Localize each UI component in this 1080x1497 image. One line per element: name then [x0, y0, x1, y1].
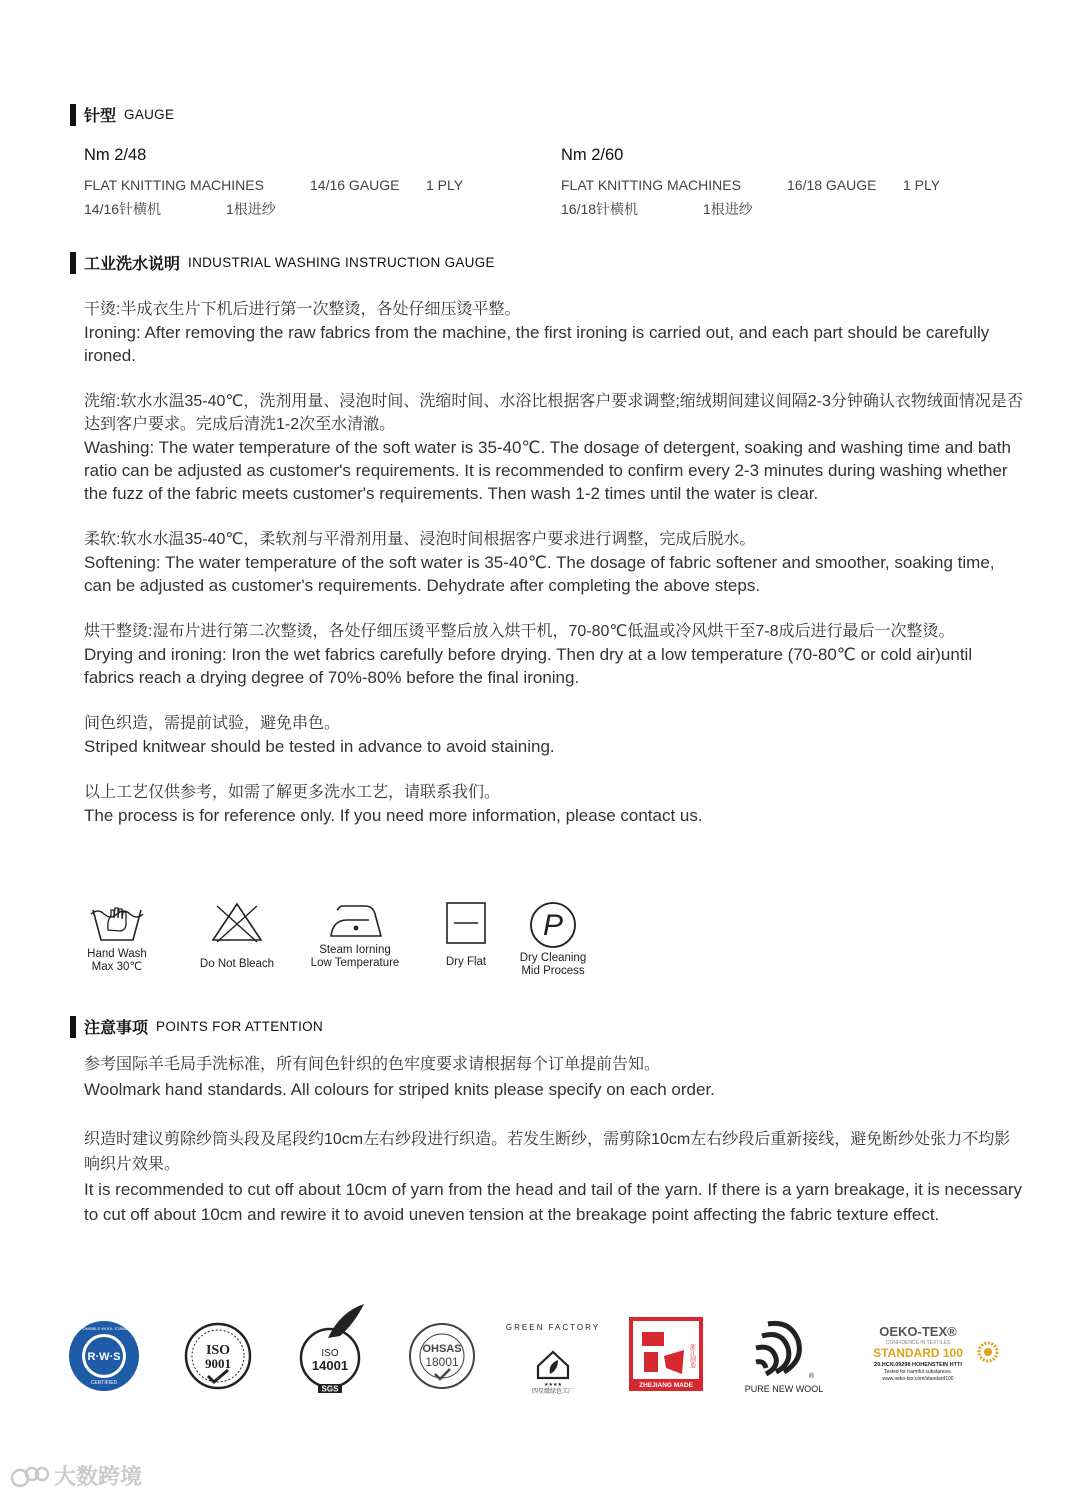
care-label: Dry Flat [445, 956, 487, 968]
attention-title-zh: 注意事项 [84, 1020, 149, 1037]
iso9001-line2: 9001 [205, 1356, 231, 1371]
care-symbols [78, 900, 598, 978]
green-factory-caption: 四星级绿色工厂 [531, 1388, 575, 1395]
zhejiang-side-text: 浙江制造 [688, 1344, 696, 1368]
care-dry-flat [426, 900, 506, 969]
ply-zh: 1根进纱 [226, 201, 276, 217]
washing-title-zh: 工业洗水说明 [84, 256, 181, 273]
iso14001-line2: 14001 [311, 1358, 349, 1373]
dry-flat-icon [444, 900, 488, 946]
attention-paragraph [84, 1127, 1024, 1227]
iso9001-logo [184, 1322, 252, 1390]
gauge-row-en [84, 173, 544, 197]
gauge-title-en: GAUGE [124, 107, 175, 122]
gauge-title-zh: 针型 [84, 108, 117, 125]
watermark [10, 1460, 142, 1491]
paragraph-zh: 干烫:半成衣生片下机后进行第一次整烫，各处仔细压烫平整。 [84, 301, 521, 318]
care-label: Do Not Bleach [199, 958, 275, 970]
section-marker [70, 104, 76, 126]
rws-logo [68, 1320, 140, 1392]
section-marker [70, 252, 76, 274]
ply-en: 1 PLY [426, 177, 464, 193]
hand-wash-icon [87, 900, 147, 944]
ohsas-line2: 18001 [425, 1355, 459, 1369]
iso14001-sgs: SGS [321, 1384, 339, 1394]
zhejiang-caption: ZHEJIANG MADE [639, 1382, 693, 1389]
oekotex-tag: CONFIDENCE IN TEXTILES [885, 1340, 951, 1346]
oekotex-standard: STANDARD 100 [873, 1346, 963, 1360]
paragraph-zh: 参考国际羊毛局手洗标准，所有间色针织的色牢度要求请根据每个订单提前告知。 [84, 1056, 661, 1073]
washing-instructions [84, 298, 1024, 850]
gauge-row-en [561, 173, 1021, 197]
iso14001-logo [300, 1302, 368, 1394]
washing-title-en: INDUSTRIAL WASHING INSTRUCTION GAUGE [188, 255, 495, 270]
washing-paragraph [84, 390, 1024, 505]
woolmark-caption: PURE NEW WOOL [744, 1384, 824, 1394]
paragraph-zh: 烘干整烫:湿布片进行第二次整烫，各处仔细压烫平整后放入烘干机，70-80℃低温或冷风烘干至7-8成后进行最后一次整烫。 [84, 623, 955, 640]
oekotex-code: 20.HCN.09298 HOHENSTEIN HTTI [874, 1362, 962, 1368]
paragraph-zh: 洗缩:软水水温35-40℃，洗剂用量、浸泡时间、洗缩时间、水浴比根据客户要求调整;缩绒期间建议间隔2-3分钟确认衣物绒面情况是否达到客户要求。完成后清洗1-2次至水清澈。 [84, 393, 1023, 433]
section-marker [70, 1016, 76, 1038]
woolmark-logo [738, 1316, 830, 1394]
care-label: Steam Iorning Low Temperature [310, 944, 400, 969]
ply-en: 1 PLY [903, 177, 941, 193]
care-label: Dry Cleaning Mid Process [519, 952, 587, 977]
attention-paragraph [84, 1052, 1024, 1102]
paragraph-en: Drying and ironing: Iron the wet fabrics carefully before drying. Then dry at a low temperature (70-80℃ or cold air)until fabrics reach a drying degree of 70%-80% before the final ironing. [84, 645, 973, 687]
oekotex-logo [858, 1322, 1004, 1390]
green-factory-stars: ★★★★ [544, 1382, 562, 1388]
attention-section-heading [70, 1015, 323, 1038]
paragraph-zh: 柔软:软水水温35-40℃，柔软剂与平滑剂用量、浸泡时间根据客户要求进行调整，完成后脱水。 [84, 531, 756, 548]
machine-en: FLAT KNITTING MACHINES [84, 177, 264, 193]
paragraph-en: The process is for reference only. If you need more information, please contact us. [84, 806, 703, 825]
oekotex-brand: OEKO-TEX® [879, 1324, 957, 1339]
woolmark-reg: ® [809, 1373, 815, 1380]
paragraph-en: Ironing: After removing the raw fabrics from the machine, the first ironing is carried out, and each part should be carefully ironed. [84, 323, 990, 365]
paragraph-zh: 以上工艺仅供参考，如需了解更多洗水工艺，请联系我们。 [84, 784, 501, 801]
zhejiang-made-logo [628, 1316, 704, 1392]
washing-paragraph [84, 712, 1024, 758]
care-steam-iron [296, 900, 414, 970]
green-factory-arc-text: GREEN FACTORY [505, 1323, 601, 1332]
attention-title-en: POINTS FOR ATTENTION [156, 1019, 324, 1034]
iso14001-line1: ISO [321, 1348, 339, 1359]
paragraph-en: Striped knitwear should be tested in advance to avoid staining. [84, 737, 555, 756]
ohsas-logo [408, 1322, 476, 1390]
paragraph-zh: 织造时建议剪除纱筒头段及尾段约10cm左右纱段进行织造。若发生断纱，需剪除10cm左右纱段后重新接线，避免断纱处张力不均影响织片效果。 [84, 1131, 1011, 1173]
rws-bottom-text: CERTIFIED [90, 1380, 118, 1386]
gauge-row-zh [561, 197, 1021, 221]
green-factory-logo [505, 1318, 601, 1395]
rws-center-text: R·W·S [87, 1351, 121, 1363]
paragraph-zh: 间色织造，需提前试验，避免串色。 [84, 715, 341, 732]
watermark-text: 大数跨境 [54, 1465, 143, 1490]
gauge-row-zh [84, 197, 544, 221]
certification-logos [68, 1302, 1018, 1402]
care-dry-clean [508, 900, 598, 978]
rws-ring-text: RESPONSIBLE WOOL STANDARD [71, 1326, 137, 1331]
washing-paragraph [84, 781, 1024, 827]
oekotex-url: www.oeko-tex.com/standard100 [882, 1376, 954, 1382]
paragraph-en: Softening: The water temperature of the soft water is 35-40℃. The dosage of fabric softener and smoother, soaking time, can be adjusted as customer's requirements. Dehydrate after completing the above steps. [84, 553, 995, 595]
machine-zh: 16/18针横机 [561, 201, 639, 217]
care-label: Hand Wash Max 30℃ [87, 948, 147, 973]
dry-clean-p-icon [528, 900, 578, 950]
paragraph-en: It is recommended to cut off about 10cm of yarn from the head and tail of the yarn. If there is a yarn breakage, it is necessary to cut off about 10cm and rewire it to avoid uneven tension at the breakage point affecting the fabric texture effect. [84, 1180, 1023, 1224]
paragraph-en: Woolmark hand standards. All colours for striped knits please specify on each order. [84, 1080, 715, 1099]
washing-section-heading [70, 251, 495, 274]
gauge-en: 14/16 GAUGE [310, 177, 400, 193]
watermark-logo-icon [10, 1462, 50, 1490]
washing-paragraph [84, 620, 1024, 689]
washing-paragraph [84, 298, 1024, 367]
dry-clean-glyph: P [542, 909, 564, 942]
yarn-count: Nm 2/48 [84, 146, 147, 164]
ply-zh: 1根进纱 [703, 201, 753, 217]
ohsas-line1: OHSAS [422, 1343, 462, 1355]
yarn-count: Nm 2/60 [561, 146, 624, 164]
gauge-section-heading [70, 103, 174, 126]
gauge-en: 16/18 GAUGE [787, 177, 877, 193]
machine-zh: 14/16针横机 [84, 201, 162, 217]
washing-paragraph [84, 528, 1024, 597]
oekotex-note: Tested for harmful substances. [883, 1369, 953, 1375]
gauge-column-2 [561, 146, 1021, 221]
care-no-bleach [178, 900, 296, 971]
steam-iron-low-icon [325, 900, 385, 940]
machine-en: FLAT KNITTING MACHINES [561, 177, 741, 193]
gauge-column-1 [84, 146, 544, 221]
care-hand-wash [78, 900, 156, 974]
iso9001-line1: ISO [205, 1343, 231, 1358]
paragraph-en: Washing: The water temperature of the soft water is 35-40℃. The dosage of detergent, soaking and washing time and bath ratio can be adjusted as customer's requirements. It is recommended to confirm every 2-3 minutes during washing whether the fuzz of the fabric meets customer's requirements. Then wash 1-2 times until the water is clear. [84, 438, 1011, 503]
do-not-bleach-icon [209, 900, 265, 944]
attention-notes [84, 1052, 1024, 1250]
